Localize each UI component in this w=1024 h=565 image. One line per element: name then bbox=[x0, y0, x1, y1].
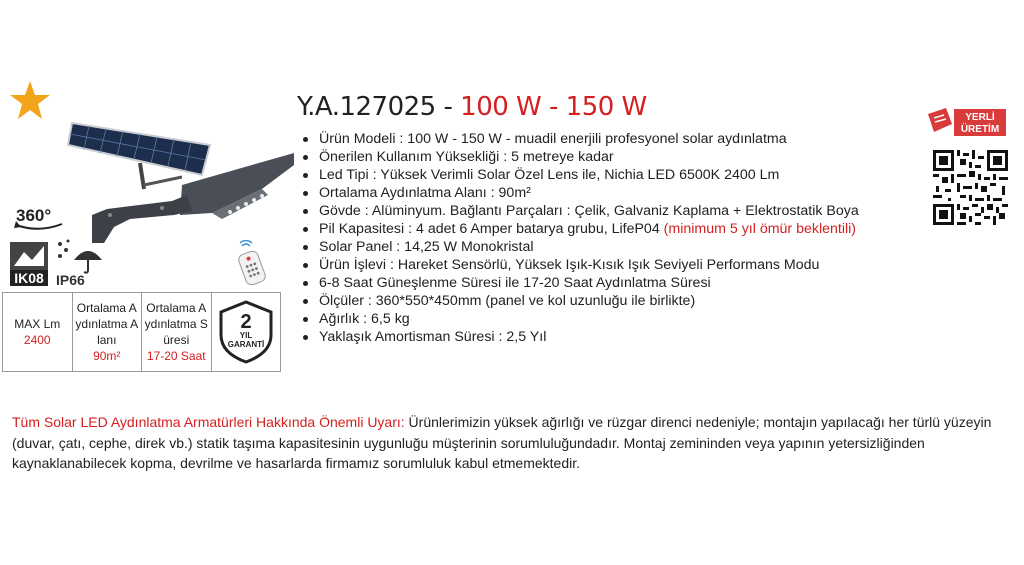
ik08-label: IK08 bbox=[14, 270, 44, 286]
warranty-line2: GARANTİ bbox=[227, 340, 264, 349]
feature-item: Ürün Modeli : 100 W - 150 W - muadil enerjili profesyonel solar aydınlatma bbox=[300, 130, 940, 148]
ip66-badge bbox=[54, 238, 106, 288]
uretim-label: ÜRETİM bbox=[960, 124, 1000, 135]
feature-highlight: (minimum 5 yıl ömür beklentili) bbox=[663, 221, 857, 237]
hand-badge-icon bbox=[928, 108, 952, 132]
warranty-shield-icon bbox=[218, 299, 274, 365]
yerli-uretim-badge bbox=[926, 106, 1008, 138]
important-notice bbox=[12, 412, 1012, 474]
spec-value: 90m² bbox=[93, 349, 121, 363]
umbrella-rain-icon bbox=[54, 238, 106, 288]
qr-code-icon[interactable] bbox=[933, 150, 1008, 225]
spec-label: Ortalama Aydınlatma Alanı bbox=[75, 301, 139, 347]
rotation-360-icon bbox=[12, 202, 66, 232]
spec-cell-warranty bbox=[212, 293, 281, 371]
remote-control-icon bbox=[238, 240, 274, 286]
product-model: Y.A.127025 bbox=[297, 92, 436, 122]
warranty-line1: YIL bbox=[239, 331, 252, 340]
feature-list bbox=[300, 130, 940, 346]
spec-table bbox=[2, 292, 281, 372]
solar-street-light-image bbox=[62, 115, 298, 245]
spec-value: 2400 bbox=[23, 333, 51, 347]
spec-value: 17-20 Saat bbox=[146, 349, 206, 363]
feature-item: Gövde : Alüminyum. Bağlantı Parçaları : Çelik, Galvaniz Kaplama + Elektrostatik Boya bbox=[300, 202, 940, 220]
title-separator: - bbox=[435, 92, 461, 122]
hammer-impact-icon bbox=[8, 240, 50, 288]
star-icon bbox=[9, 80, 51, 120]
feature-item: Ağırlık : 6,5 kg bbox=[300, 310, 940, 328]
warranty-number: 2 bbox=[240, 311, 252, 333]
feature-item: Ürün İşlevi : Hareket Sensörlü, Yüksek Işık-Kısık Işık Seviyeli Performans Modu bbox=[300, 256, 940, 274]
notice-body: Ürünlerimizin yüksek ağırlığı ve rüzgar direnci nedeniyle; montajın yapılacağı her türlü yüzeyin (duvar, çatı, cephe, direk vb.) statik taşıma kapasitesinin uygunluğu müşterinin sorumluluğundadır. Montaj zemininden veya yapının yetersizliğinden kaynaklanabilecek kopma, devrilme ve hasarlarda firmamız sorumluluk kabul etmemektedir. bbox=[12, 414, 992, 471]
feature-item: Led Tipi : Yüksek Verimli Solar Özel Lens ile, Nichia LED 6500K 2400 Lm bbox=[300, 166, 940, 184]
rotation-label: 360° bbox=[16, 206, 52, 225]
feature-item: Pil Kapasitesi : 4 adet 6 Amper batarya grubu, LifeP04 (minimum 5 yıl ömür beklentili) bbox=[300, 220, 940, 238]
ip66-label: IP66 bbox=[56, 272, 85, 288]
spec-label: Ortalama Aydınlatma Süresi bbox=[144, 301, 208, 347]
product-title bbox=[297, 92, 647, 122]
spec-label: MAX Lm bbox=[14, 317, 61, 331]
feature-item: Yaklaşık Amortisman Süresi : 2,5 Yıl bbox=[300, 328, 940, 346]
feature-item: Solar Panel : 14,25 W Monokristal bbox=[300, 238, 940, 256]
product-power: 100 W - 150 W bbox=[460, 92, 647, 122]
feature-item: Ölçüler : 360*550*450mm (panel ve kol uzunluğu ile birlikte) bbox=[300, 292, 940, 310]
spec-cell-area bbox=[73, 293, 143, 371]
feature-item: Ortalama Aydınlatma Alanı : 90m² bbox=[300, 184, 940, 202]
spec-cell-lumen bbox=[3, 293, 73, 371]
feature-item: Önerilen Kullanım Yüksekliği : 5 metreye kadar bbox=[300, 148, 940, 166]
notice-lead: Tüm Solar LED Aydınlatma Armatürleri Hakkında Önemli Uyarı: bbox=[12, 414, 405, 430]
spec-cell-duration bbox=[142, 293, 212, 371]
yerli-label: YERLİ bbox=[965, 112, 995, 123]
ik08-badge bbox=[8, 240, 50, 288]
feature-item: 6-8 Saat Güneşlenme Süresi ile 17-20 Saat Aydınlatma Süresi bbox=[300, 274, 940, 292]
